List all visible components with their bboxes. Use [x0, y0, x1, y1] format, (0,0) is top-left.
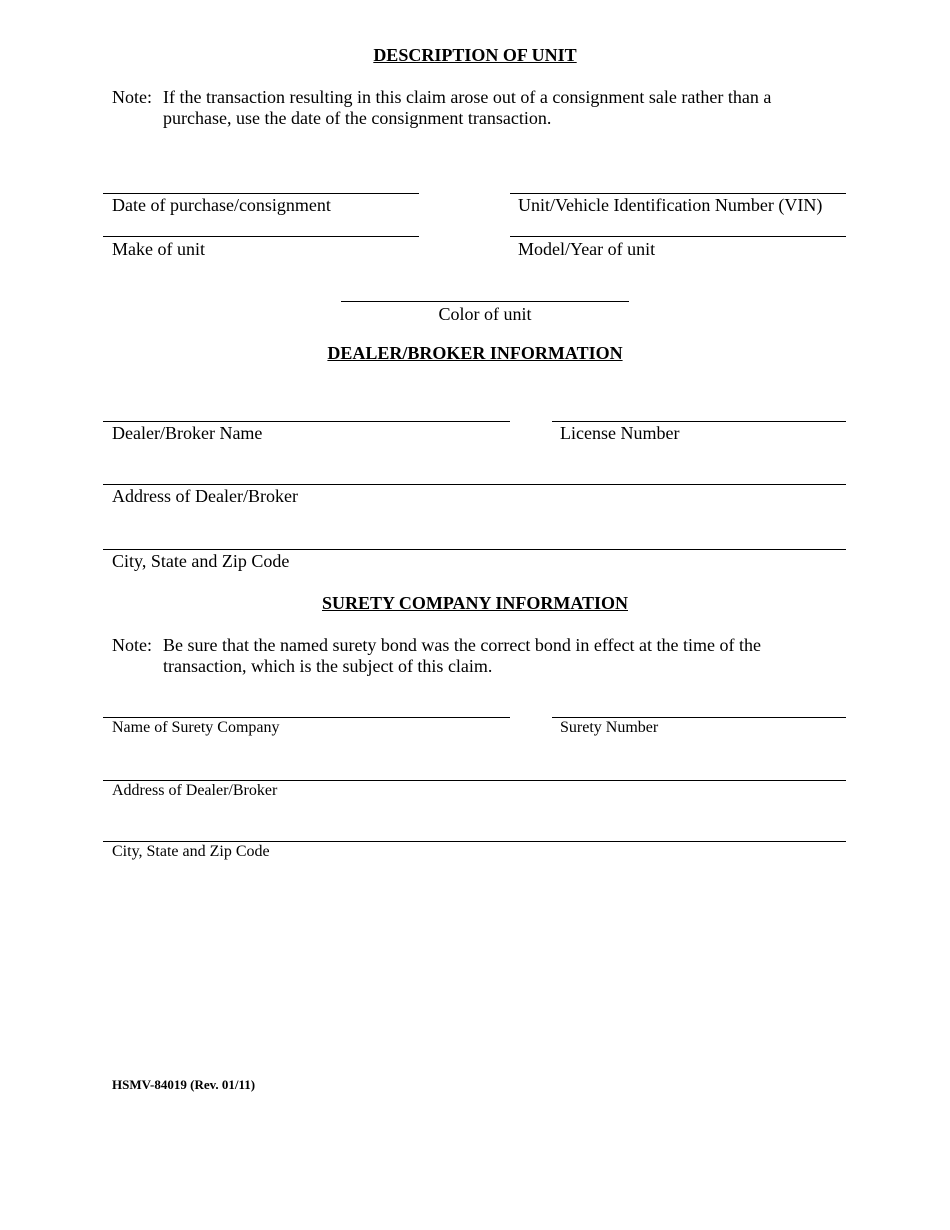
surety-note-label: Note: [112, 635, 152, 655]
vin-label: Unit/Vehicle Identification Number (VIN) [518, 195, 823, 215]
description-heading: DESCRIPTION OF UNIT [373, 45, 577, 65]
dealer-city-label: City, State and Zip Code [112, 551, 290, 571]
license-label: License Number [560, 423, 680, 443]
surety-name-line[interactable] [103, 717, 510, 718]
note-label: Note: [112, 87, 152, 107]
surety-name-label: Name of Surety Company [112, 719, 280, 736]
vin-line[interactable] [510, 193, 846, 194]
surety-address-label: Address of Dealer/Broker [112, 782, 278, 799]
form-id: HSMV-84019 (Rev. 01/11) [112, 1077, 256, 1092]
surety-note-text: Be sure that the named surety bond was the correct bond in effect at the time of the transaction, which is the subject of this claim. [163, 635, 761, 676]
surety-number-line[interactable] [552, 717, 846, 718]
dealer-city-line[interactable] [103, 549, 846, 550]
dealer-heading: DEALER/BROKER INFORMATION [327, 343, 623, 363]
surety-city-line[interactable] [103, 841, 846, 842]
license-line[interactable] [552, 421, 846, 422]
model-year-label: Model/Year of unit [518, 239, 656, 259]
surety-address-line[interactable] [103, 780, 846, 781]
surety-city-label: City, State and Zip Code [112, 843, 270, 860]
date-line[interactable] [103, 193, 419, 194]
make-line[interactable] [103, 236, 419, 237]
surety-number-label: Surety Number [560, 719, 659, 736]
dealer-name-label: Dealer/Broker Name [112, 423, 263, 443]
color-line[interactable] [341, 301, 629, 302]
color-label: Color of unit [438, 304, 532, 324]
model-year-line[interactable] [510, 236, 846, 237]
note-text: If the transaction resulting in this claim arose out of a consignment sale rather than a purchase, use the date of the consignment transaction. [163, 87, 772, 128]
surety-heading: SURETY COMPANY INFORMATION [322, 593, 628, 613]
dealer-name-line[interactable] [103, 421, 510, 422]
dealer-address-line[interactable] [103, 484, 846, 485]
make-label: Make of unit [112, 239, 205, 259]
dealer-address-label: Address of Dealer/Broker [112, 486, 298, 506]
date-label: Date of purchase/consignment [112, 195, 331, 215]
